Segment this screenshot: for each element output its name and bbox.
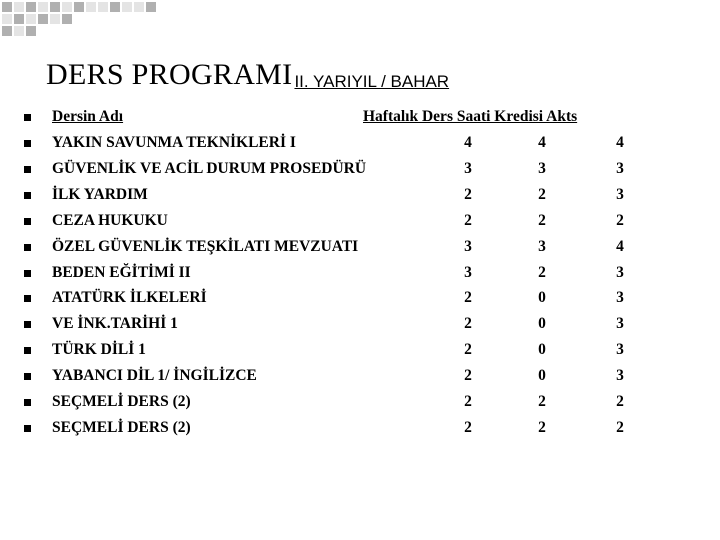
table-row [0, 390, 720, 416]
title-subtitle: II. YARIYIL / BAHAR [294, 72, 450, 91]
corner-square [62, 14, 72, 24]
course-credit: 0 [538, 367, 546, 385]
corner-square [2, 14, 12, 24]
bullet-icon [24, 347, 31, 354]
course-hours: 2 [464, 289, 472, 307]
course-credit: 2 [538, 418, 546, 436]
course-credit: 2 [538, 393, 546, 410]
course-hours: 2 [464, 211, 472, 229]
corner-square [146, 2, 156, 12]
course-hours: 2 [464, 418, 472, 436]
table-row [0, 364, 720, 390]
corner-square [38, 2, 48, 12]
corner-square [14, 14, 24, 24]
slide-title [46, 58, 449, 92]
course-akts: 2 [616, 418, 624, 436]
corner-square [2, 26, 12, 36]
course-hours: 2 [464, 315, 472, 333]
course-name: İLK YARDIM [52, 185, 148, 203]
course-akts: 2 [616, 393, 624, 410]
course-hours: 2 [464, 367, 472, 385]
course-akts: 4 [616, 134, 624, 151]
corner-square [86, 2, 96, 12]
corner-square [74, 2, 84, 12]
course-name: VE İNK.TARİHİ 1 [52, 315, 178, 333]
course-hours: 2 [464, 341, 472, 359]
course-akts: 3 [616, 315, 624, 333]
course-name: GÜVENLİK VE ACİL DURUM PROSEDÜRÜ [52, 159, 367, 177]
course-akts: 3 [616, 341, 624, 359]
bullet-icon [24, 321, 31, 328]
course-name: CEZA HUKUKU [52, 211, 168, 229]
bullet-icon [24, 244, 31, 251]
course-name: SEÇMELİ DERS (2) [52, 393, 191, 410]
bullet-icon [24, 425, 31, 432]
checkered-corner-decoration [0, 0, 160, 50]
corner-square [26, 2, 36, 12]
course-name: TÜRK DİLİ 1 [52, 341, 146, 359]
course-name: BEDEN EĞİTİMİ II [52, 263, 191, 281]
corner-square [26, 14, 36, 24]
course-name: ÖZEL GÜVENLİK TEŞKİLATI MEVZUATI [52, 237, 359, 255]
course-credit: 2 [538, 211, 546, 229]
table-row [0, 338, 720, 364]
course-credit: 0 [538, 315, 546, 333]
table-row [0, 131, 720, 157]
course-credit: 3 [538, 237, 546, 255]
corner-square [2, 2, 12, 12]
course-name: YAKIN SAVUNMA TEKNİKLERİ I [52, 134, 296, 151]
bullet-icon [24, 399, 31, 406]
course-hours: 3 [464, 159, 472, 177]
course-akts: 2 [616, 211, 624, 229]
header-course-name: Dersin Adı [52, 108, 124, 125]
bullet-icon [24, 166, 31, 173]
table-row [0, 416, 720, 442]
corner-square [50, 14, 60, 24]
corner-square [62, 2, 72, 12]
bullet-icon [24, 218, 31, 225]
course-akts: 4 [616, 237, 624, 255]
header-columns: Haftalık Ders Saati Kredisi Akts [363, 108, 578, 125]
table-row [0, 312, 720, 338]
title-main: DERS PROGRAMI [46, 58, 293, 91]
corner-square [122, 2, 132, 12]
course-credit: 3 [538, 159, 546, 177]
course-akts: 3 [616, 289, 624, 307]
corner-square [134, 2, 144, 12]
table-row [0, 286, 720, 312]
table-row [0, 183, 720, 209]
corner-square [14, 26, 24, 36]
course-hours: 4 [464, 134, 472, 151]
bullet-icon [24, 270, 31, 277]
bullet-icon [24, 140, 31, 147]
table-header-row [0, 105, 720, 131]
corner-square [98, 2, 108, 12]
course-hours: 3 [464, 237, 472, 255]
table-row [0, 261, 720, 287]
course-akts: 3 [616, 159, 624, 177]
course-name: ATATÜRK İLKELERİ [52, 289, 207, 307]
course-name: SEÇMELİ DERS (2) [52, 418, 191, 436]
table-row [0, 235, 720, 261]
course-credit: 4 [538, 134, 546, 151]
course-akts: 3 [616, 367, 624, 385]
course-hours: 2 [464, 185, 472, 203]
corner-square [38, 14, 48, 24]
course-credit: 0 [538, 341, 546, 359]
course-credit: 0 [538, 289, 546, 307]
table-row [0, 209, 720, 235]
corner-square [26, 26, 36, 36]
course-akts: 3 [616, 263, 624, 281]
course-name: YABANCI DİL 1/ İNGİLİZCE [52, 367, 257, 385]
bullet-icon [24, 114, 31, 121]
corner-square [50, 2, 60, 12]
bullet-icon [24, 295, 31, 302]
bullet-icon [24, 373, 31, 380]
course-hours: 2 [464, 393, 472, 410]
corner-square [110, 2, 120, 12]
course-akts: 3 [616, 185, 624, 203]
course-credit: 2 [538, 263, 546, 281]
course-credit: 2 [538, 185, 546, 203]
table-row [0, 157, 720, 183]
corner-square [14, 2, 24, 12]
course-hours: 3 [464, 263, 472, 281]
bullet-icon [24, 192, 31, 199]
